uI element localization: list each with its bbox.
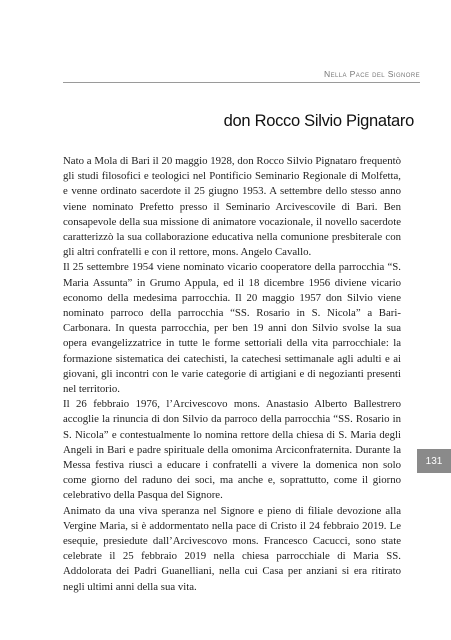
header-rule [63,82,420,83]
paragraph-4: Animato da una viva speranza nel Signore e pieno di filiale devozione alla Vergine Maria, si è addormentato nella pace di Cristo il 24 febbraio 2019. Le esequie, presiedute dall’Arcivescovo mons. Francesco Cacucci, sono state celebrate il 25 febbraio 2019 nella chiesa parrocchiale di Maria SS. Addolorata dei Padri Guanelliani, nella cui Casa per anziani si era ritirato negli ultimi anni della sua vita. [63,504,401,593]
page-title: don Rocco Silvio Pignataro [223,112,414,130]
page-number: 131 [425,455,443,467]
paragraph-1: Nato a Mola di Bari il 20 maggio 1928, don Rocco Silvio Pignataro frequentò gli studi filosofici e teologici nel Pontificio Seminario Regionale di Molfetta, e venne ordinato sacerdote il 25 giugno 1953. A settembre dello stesso anno viene nominato Prefetto presso il Seminario Arcivescovile di Bari. Ben consapevole della sua missione di animatore vocazionale, il novello sacerdote caratterizzò la sua collaborazione educativa nella comunione presbiterale con gli altri confratelli e con il rettore, mons. Angelo Cavallo. [63,155,401,259]
paragraph-3: Il 26 febbraio 1976, l’Arcivescovo mons. Anastasio Alberto Ballestrero accoglie la rinuncia di don Silvio da parroco della parrocchia “SS. Rosario in S. Nicola” e contestualmente lo nomina rettore della chiesa di S. Maria degli Angeli in Bari e padre spirituale della omonima Arciconfraternita. Durante la Messa festiva riuscì a educare i confratelli a vivere la domenica non solo come giorno del raduno dei soci, ma anche e, soprattutto, come il giorno celebrativo della Pasqua del Signore. [63,398,401,502]
running-header: Nella Pace del Signore [324,69,420,79]
body-text [63,154,401,595]
page-number-tab [417,449,451,473]
paragraph-2: Il 25 settembre 1954 viene nominato vicario cooperatore della parrocchia “S. Maria Assunta” in Grumo Appula, ed il 18 dicembre 1956 diviene vicario economo della medesima parrocchia. Il 20 maggio 1957 don Silvio viene nominato parroco della parrocchia “SS. Rosario in S. Nicola” a Bari-Carbonara. In questa parrocchia, per ben 19 anni don Silvio svolse la sua opera evangelizzatrice in tutte le forme settoriali della vita parrocchiale: la formazione sistematica dei catechisti, la catechesi settimanale agli adulti e ai giovani, gli incontri con le varie categorie di artigiani e di negozianti presenti nel territorio. [63,261,401,396]
